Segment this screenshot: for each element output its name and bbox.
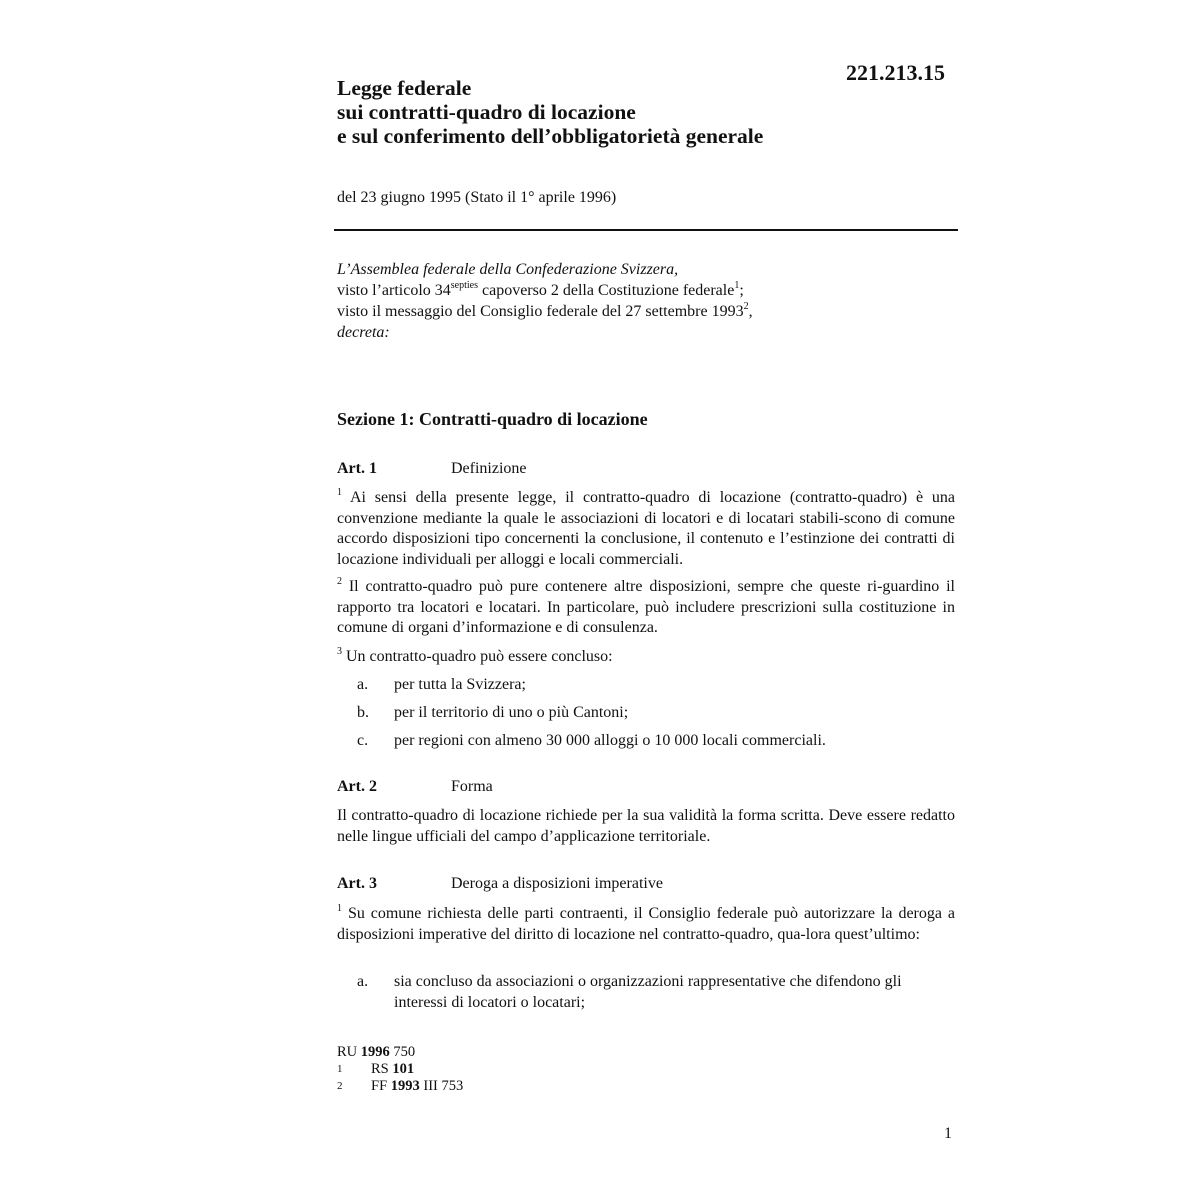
paragraph-text: Ai sensi della presente legge, il contratto-quadro di locazione (contratto-quadro) è una convenzione mediante la quale le associazioni di locatori e di locatari stabili-scono di comune accordo disposizioni tipo concernenti la conclusione, il contenuto e l’estinzione dei contratti di locazione individuali per alloggi e locali commerciali. (337, 489, 955, 568)
article-title: Deroga a disposizioni imperative (451, 875, 663, 892)
footnote-number: 2 (337, 1080, 343, 1092)
footnote-text: RS (371, 1061, 393, 1077)
footnote-number: 1 (337, 1063, 343, 1075)
preamble-text: ; (739, 282, 744, 299)
article-number: Art. 3 (337, 875, 377, 892)
article-paragraph: Il contratto-quadro di locazione richiede per la sua validità la forma scritta. Deve essere redatto nelle lingue ufficiali del campo d’applicazione territoriale. (337, 807, 955, 845)
preamble-decreta: decreta: (337, 324, 390, 341)
article-number: Art. 2 (337, 778, 377, 795)
article-title: Definizione (451, 460, 527, 477)
official-collection-ref (337, 1044, 463, 1061)
preamble-text: , (748, 303, 753, 320)
page-number: 1 (944, 1125, 952, 1142)
article-title: Forma (451, 778, 493, 795)
footnote-bold: 1996 (360, 1044, 390, 1060)
list-item-letter: a. (357, 676, 369, 693)
law-title (337, 76, 763, 148)
sr-number: 221.213.15 (846, 60, 945, 85)
footnote (337, 1078, 463, 1095)
title-line: Legge federale (337, 76, 472, 100)
list-item-letter: a. (357, 973, 369, 990)
list-item-letter: c. (357, 732, 369, 749)
header-divider (334, 229, 958, 231)
list-item (357, 731, 955, 752)
article-heading (337, 875, 663, 893)
preamble-text: capoverso 2 della Costituzione federale (477, 282, 735, 299)
paragraph-text: Un contratto-quadro può essere concluso: (346, 648, 613, 665)
law-date: del 23 giugno 1995 (Stato il 1° aprile 1996) (337, 189, 617, 206)
list-item (357, 703, 955, 724)
preamble-line-constitution (337, 280, 753, 301)
footnotes (337, 1044, 463, 1095)
paragraph-number: 1 (337, 902, 342, 914)
article-paragraph (337, 488, 955, 570)
superscript: septies (450, 279, 478, 291)
section-heading: Sezione 1: Contratti-quadro di locazione (337, 409, 648, 429)
list-item (357, 972, 955, 1013)
title-line: sui contratti-quadro di locazione (337, 100, 636, 124)
article-paragraph (337, 647, 955, 668)
list-item-letter: b. (357, 704, 369, 721)
footnote-ref[interactable]: 2 (743, 300, 749, 312)
article-heading (337, 460, 527, 478)
article-paragraph (337, 904, 955, 945)
footnote-text: RU (337, 1044, 361, 1060)
article-heading (337, 778, 493, 796)
paragraph-number: 1 (337, 486, 342, 498)
footnote (337, 1061, 463, 1078)
paragraph-text: Il contratto-quadro può pure contenere altre disposizioni, sempre che queste ri-guardino il rapporto tra locatori e locatari. In particolare, può includere prescrizioni sulla costituzione in comune di organi d’informazione e di consulenza. (337, 578, 955, 636)
footnote-bold: 101 (392, 1061, 415, 1077)
preamble-text: visto l’articolo 34 (337, 282, 451, 299)
paragraph-number: 3 (337, 645, 342, 657)
footnote-text: FF (371, 1078, 391, 1094)
article-number: Art. 1 (337, 460, 377, 477)
list-item-text: sia concluso da associazioni o organizzazioni rappresentative che difendono gli interessi di locatori o locatari; (394, 973, 902, 1011)
list-item (357, 675, 955, 696)
list-item-text: per il territorio di uno o più Cantoni; (394, 704, 629, 721)
preamble-text: visto il messaggio del Consiglio federale del 27 settembre 1993 (337, 303, 744, 320)
footnote-text: III 753 (419, 1078, 464, 1094)
title-line: e sul conferimento dell’obbligatorietà generale (337, 124, 764, 148)
article-paragraph (337, 577, 955, 639)
preamble-line-message (337, 301, 753, 322)
list-item-text: per tutta la Svizzera; (394, 676, 526, 693)
footnote-ref[interactable]: 1 (734, 279, 740, 291)
footnote-text: 750 (389, 1044, 416, 1060)
paragraph-number: 2 (337, 575, 342, 587)
footnote-bold: 1993 (390, 1078, 420, 1094)
paragraph-text: Su comune richiesta delle parti contraenti, il Consiglio federale può autorizzare la deroga a disposizioni imperative del diritto di locazione nel contratto-quadro, qua-lora quest’ultimo: (337, 905, 956, 943)
preamble (337, 259, 753, 343)
preamble-assembly: L’Assemblea federale della Confederazione Svizzera, (337, 261, 679, 278)
list-item-text: per regioni con almeno 30 000 alloggi o 10 000 locali commerciali. (394, 732, 826, 749)
